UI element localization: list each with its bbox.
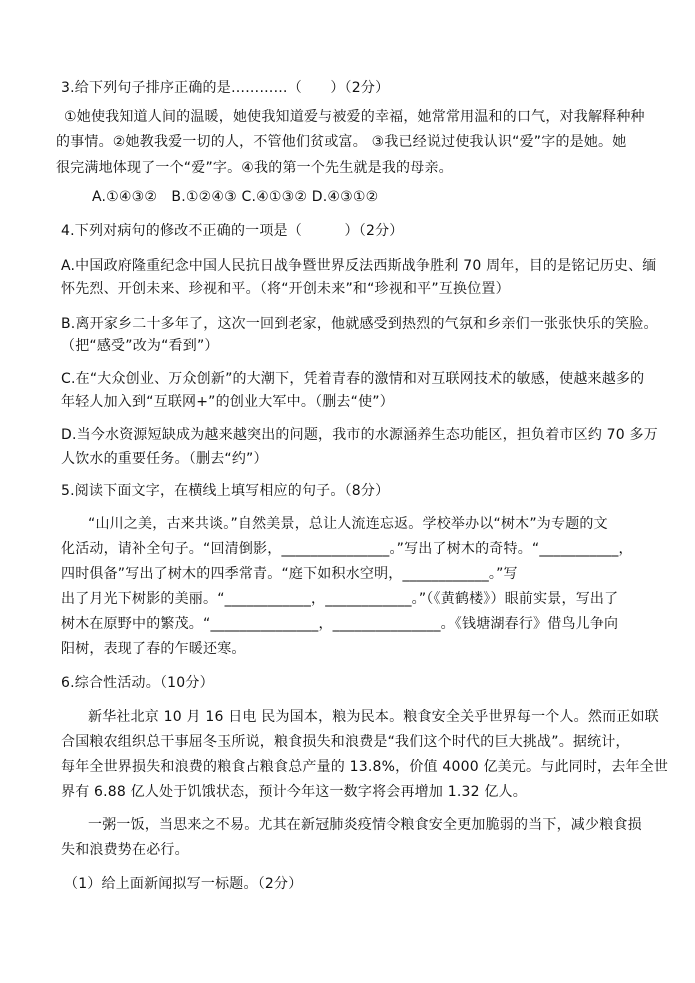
q4-option-a: A.中国政府隆重纪念中国人民抗日战争暨世界反法西斯战争胜利 70 周年，目的是铭记历史、缅 [61,258,657,274]
q5-passage-line: 阳树，表现了春的乍暖还寒。 [61,641,246,657]
q6-title: 6.综合性活动。（10分） [61,675,214,691]
q4-option-d: 人饮水的重要任务。（删去“约”） [61,451,268,467]
q5-passage-line: 树木在原野中的繁茂。“_______________，_______________。《钱塘湖春行》借鸟儿争向 [61,616,619,632]
q6-news-line: 每年全世界损失和浪费的粮食占粮食总产量的 13.8%，价值 4000 亿美元。与此同时，去年全世 [61,759,669,775]
q6-news-line: 新华社北京 10 月 16 日电 民为国本，粮为民本。粮食安全关乎世界每一个人。然而正如联 [88,709,659,725]
q4-option-c: C.在“大众创业、万众创新”的大潮下，凭着青春的激情和对互联网技术的敏感，使越来越多的 [61,371,645,387]
q5-passage-line: “山川之美，古来共谈。”自然美景，总让人流连忘返。学校举办以“树木”为专题的文 [88,516,608,532]
q4-option-a: 怀先烈、开创未来、珍视和平。（将“开创未来”和“珍视和平”互换位置） [61,281,510,297]
q4-option-c: 年轻人加入到“互联网+”的创业大军中。（删去“使”） [61,394,394,410]
q6-news-line: 一粥一饭，当思来之不易。尤其在新冠肺炎疫情令粮食安全更加脆弱的当下，减少粮食损 [88,817,642,833]
q4-option-b: B.离开家乡二十多年了，这次一回到老家，他就感受到热烈的气氛和乡亲们一张张快乐的笑脸。 [61,316,658,332]
q5-passage-line: 化活动，请补全句子。“回清倒影，_______________。”写出了树木的奇特。“___________， [61,541,633,557]
q6-news-line: 界有 6.88 亿人处于饥饿状态，预计今年这一数字将会再增加 1.32 亿人。 [61,784,527,800]
q5-passage-line: 四时俱备”写出了树木的四季常青。“庭下如积水空明，____________。”写 [61,566,518,582]
q4-title: 4.下列对病句的修改不正确的一项是（ ）（2分） [61,223,404,239]
q3-passage-line: ①她使我知道人间的温暖，她使我知道爱与被爱的幸福，她常常用温和的口气，对我解释种种 [64,109,645,125]
q5-passage-line: 出了月光下树影的美丽。“____________，____________。”（《黄鹤楼》）眼前实景，写出了 [61,591,619,607]
q6-news-line: 失和浪费势在必行。 [61,842,189,858]
q3-passage-line: 很完满地体现了一个“爱”字。④我的第一个先生就是我的母亲。 [56,160,453,176]
q4-option-d: D.当今水资源短缺成为越来越突出的问题，我市的水源涵养生态功能区，担负着市区约 70 多万 [61,427,658,443]
q6-news-line: 合国粮农组织总干事屈冬玉所说，粮食损失和浪费是“我们这个时代的巨大挑战”。据统计， [61,734,630,750]
q3-title: 3.给下列句子排序正确的是…………（ ）（2分） [61,80,390,96]
q3-passage-line: 的事情。②她教我爱一切的人，不管他们贫或富。 ③我已经说过使我认识“爱”字的是她。她 [56,134,627,150]
q5-title: 5.阅读下面文字，在横线上填写相应的句子。（8分） [61,483,390,499]
q3-options: A.①④③② B.①②④③ C.④①③② D.④③①② [92,189,379,205]
q4-option-b: （把“感受”改为“看到”） [61,338,219,354]
q6-subquestion-1: （1）给上面新闻拟写一标题。（2分） [64,876,303,892]
